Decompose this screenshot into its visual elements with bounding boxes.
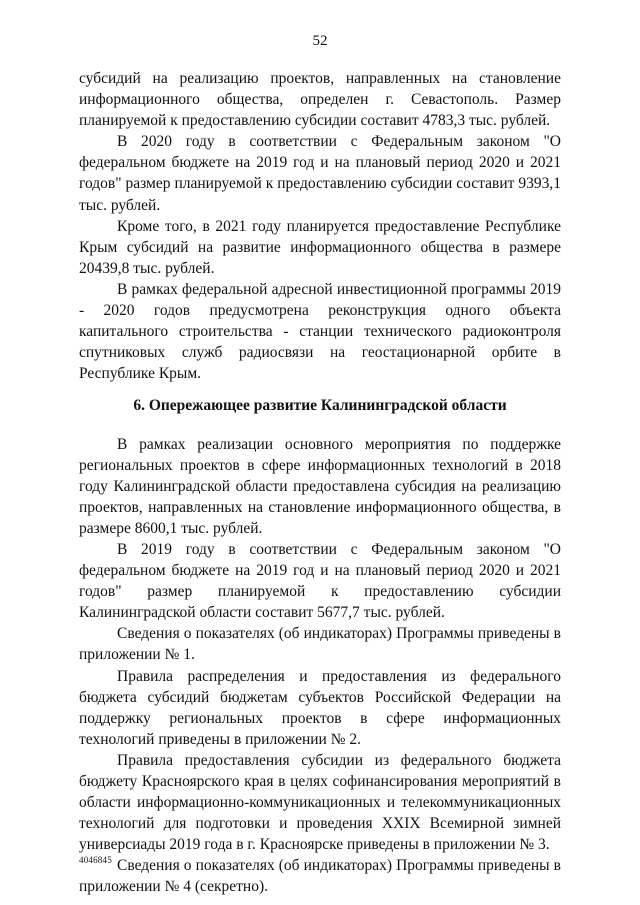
- paragraph-kaliningrad-2018: В рамках реализации основного мероприятия по поддержке региональных проектов в сфере информационных технологий в 2018 году Калининградской области предоставлена субсидия на реализацию проектов, направленных на становление информационного общества, в размере 8600,1 тыс. рублей.: [79, 435, 561, 537]
- paragraph-crimea-2021-subsidy: Кроме того, в 2021 году планируется предоставление Республике Крым субсидий на развитие информационного общества в размере 20439,8 тыс. рублей.: [79, 217, 561, 277]
- page-number: 52: [312, 33, 328, 49]
- paragraph-kaliningrad-2019: В 2019 году в соответствии с Федеральным законом "О федеральном бюджете на 2019 год и на плановый период 2020 и 2021 годов" размер планируемой к предоставлению субсидии Калининградской области составит 5677,7 тыс. рублей.: [79, 540, 561, 622]
- document-code: 4046845: [79, 855, 112, 865]
- paragraph-appendix-1: Сведения о показателях (об индикаторах) Программы приведены в приложении № 1.: [79, 625, 561, 664]
- document-body: [79, 68, 561, 898]
- paragraph-appendix-3: Правила предоставления субсидии из федерального бюджета бюджету Красноярского края в целях софинансирования мероприятий в области информационно-коммуникационных и телекоммуникационных технологий для подготовки и проведения XXIX Всемирной зимней универсиады 2019 года в г. Красноярске приведены в приложении № 3.: [79, 751, 561, 854]
- paragraph-investment-program: В рамках федеральной адресной инвестиционной программы 2019 - 2020 годов предусмотрена реконструкция одного объекта капитального строительства - станции технического радиоконтроля спутниковых служб радиосвязи на геостационарной орбите в Республике Крым.: [79, 280, 561, 383]
- paragraph-appendix-4: Сведения о показателях (об индикаторах) Программы приведены в приложении № 4 (секретно).: [79, 857, 561, 896]
- paragraph-2020-subsidy: В 2020 году в соответствии с Федеральным законом "О федеральном бюджете на 2019 год и на плановый период 2020 и 2021 годов" размер планируемой к предоставлению субсидии составит 9393,1 тыс. рублей.: [79, 133, 561, 214]
- section-heading-kaliningrad: 6. Опережающее развитие Калининградской области: [133, 397, 507, 415]
- paragraph-sevastopol-subsidy: субсидий на реализацию проектов, направленных на становление информационного общества, определен г. Севастополь. Размер планируемой к предоставлению субсидии составит 4783,3 тыс. рублей.: [79, 70, 561, 130]
- paragraph-appendix-2: Правила распределения и предоставления из федерального бюджета субсидий бюджетам субъектов Российской Федерации на поддержку региональных проектов в сфере информационных технологий приведены в приложении № 2.: [79, 667, 561, 748]
